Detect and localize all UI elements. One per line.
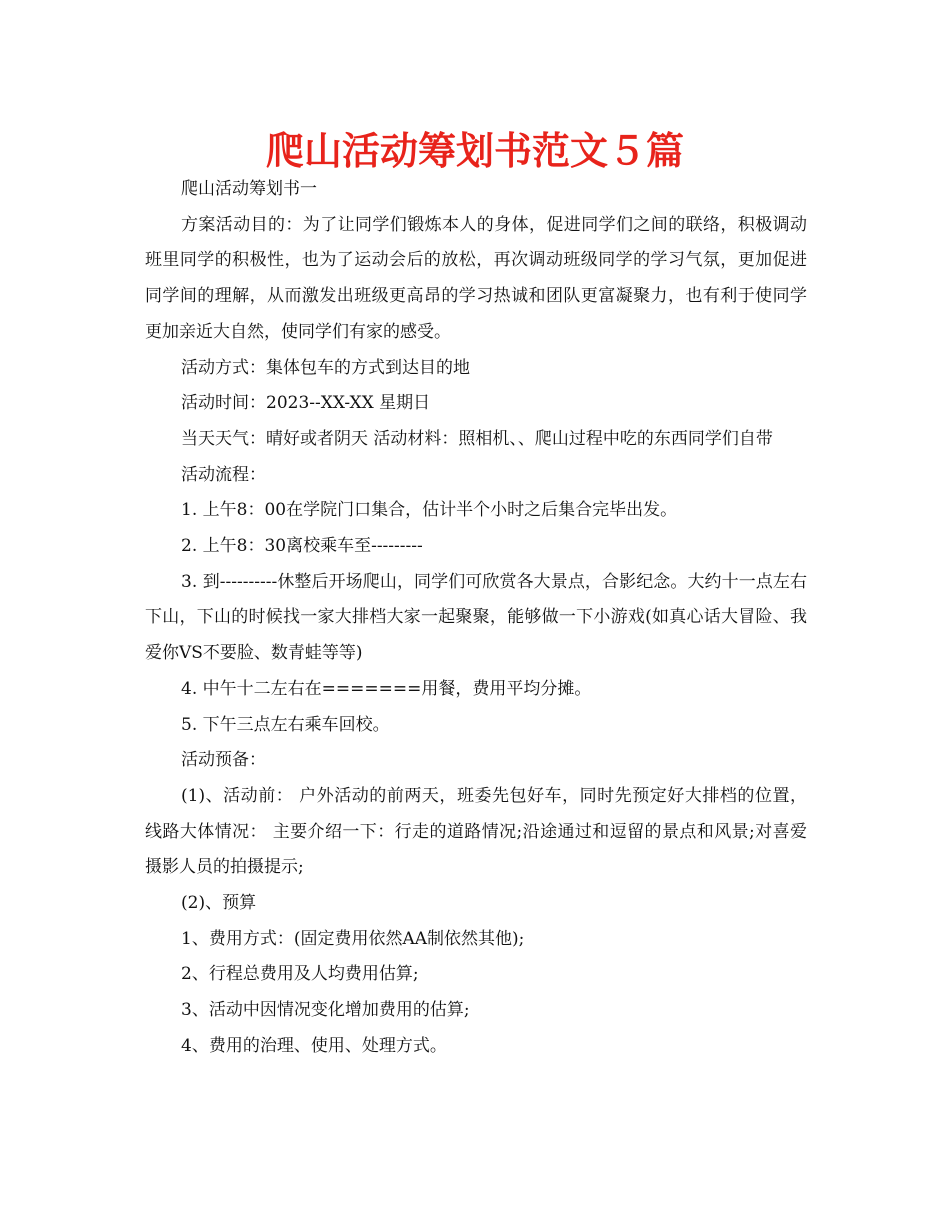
list-item: 2、行程总费用及人均费用估算;	[181, 964, 419, 985]
list-item: 4. 中午十二左右在=======用餐，费用平均分摊。	[181, 678, 592, 699]
section-heading: 爬山活动筹划书一	[181, 179, 317, 199]
paragraph-prep-heading: 活动预备：	[181, 750, 266, 771]
paragraph-purpose: 方案活动目的：为了让同学们锻炼本人的身体，促进同学们之间的联络，积极调动班里同学的积极性，也为了运动会后的放松，再次调动班级同学的学习气氛，更加促进同学间的理解，从而激发出班级更高昂的学习热诚和团队更富凝聚力，也有利于使同学更加亲近大自然，使同学们有家的感受。	[145, 214, 807, 342]
paragraph-time: 活动时间：2023--XX-XX 星期日	[181, 393, 431, 414]
paragraph-budget-heading: (2)、预算	[181, 893, 257, 914]
paragraph-process-heading: 活动流程：	[181, 464, 266, 485]
document-title: 爬山活动筹划书范文５篇	[265, 129, 684, 173]
list-item: 1. 上午8：00在学院门口集合，估计半个小时之后集合完毕出发。	[181, 500, 678, 521]
document-body	[145, 172, 807, 1065]
list-item: 2. 上午8：30离校乘车至---------	[181, 536, 423, 557]
paragraph-weather: 当天天气：晴好或者阴天 活动材料：照相机、、爬山过程中吃的东西同学们自带	[181, 428, 773, 449]
list-item: 4、费用的治理、使用、处理方式。	[181, 1035, 447, 1056]
paragraph-prep-before: (1)、活动前： 户外活动的前两天，班委先包好车，同时先预定好大排档的位置， 线路大体情况： 主要介绍一下：行走的道路情况;沿途通过和逗留的景点和风景;对喜爱摄影人员的拍摄提示;	[145, 785, 807, 878]
list-item: 5. 下午三点左右乘车回校。	[181, 714, 390, 735]
list-item: 1、费用方式：(固定费用依然AA制依然其他);	[181, 928, 525, 949]
list-item: 3. 到----------休整后开场爬山，同学们可欣赏各大景点，合影纪念。大约十一点左右下山，下山的时候找一家大排档大家一起聚聚，能够做一下小游戏(如真心话大冒险、我爱你VS不要脸、数青蛙等等)	[145, 571, 807, 664]
paragraph-method: 活动方式：集体包车的方式到达目的地	[181, 357, 470, 378]
list-item: 3、活动中因情况变化增加费用的估算;	[181, 1000, 470, 1021]
